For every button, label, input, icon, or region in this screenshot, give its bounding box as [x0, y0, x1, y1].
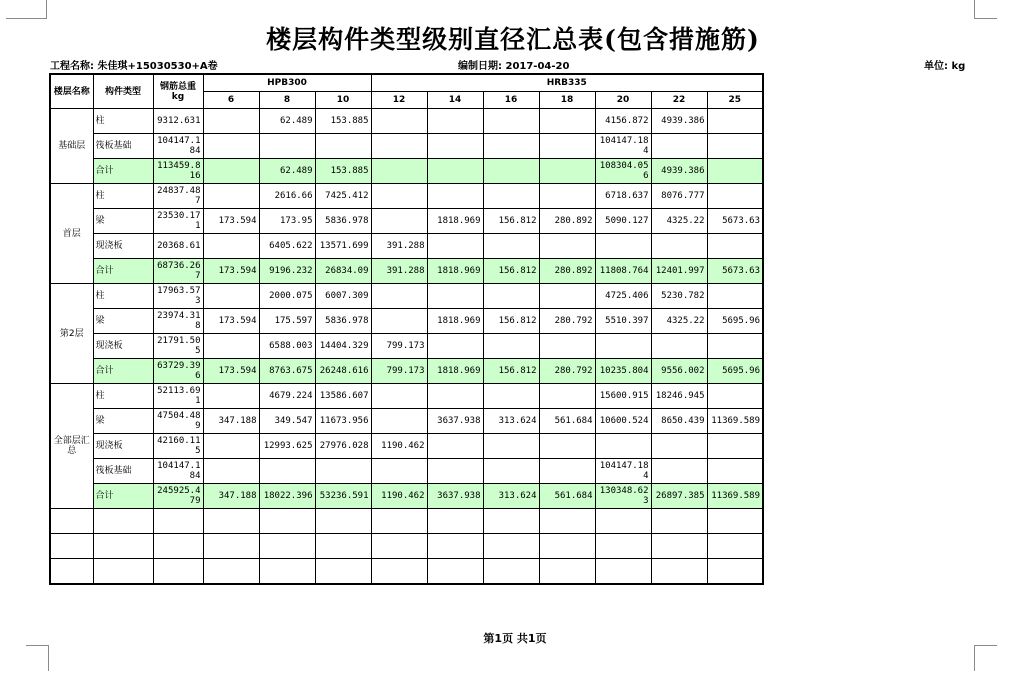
weight-cell — [203, 134, 259, 159]
header-diameter: 18 — [539, 92, 595, 109]
weight-cell — [483, 234, 539, 259]
weight-cell: 799.173 — [371, 334, 427, 359]
subtotal-row — [50, 359, 763, 384]
empty-cell — [707, 509, 763, 534]
weight-cell: 4679.224 — [259, 384, 315, 409]
empty-cell — [483, 509, 539, 534]
component-type-cell: 筏板基础 — [93, 459, 153, 484]
weight-cell: 1818.969 — [427, 309, 483, 334]
total-weight-cell: 42160.115 — [153, 434, 203, 459]
empty-cell — [651, 559, 707, 585]
weight-cell: 5230.782 — [651, 284, 707, 309]
weight-cell: 3637.938 — [427, 484, 483, 509]
weight-cell: 10600.524 — [595, 409, 651, 434]
empty-cell — [315, 559, 371, 585]
total-weight-cell: 47504.489 — [153, 409, 203, 434]
weight-cell: 4325.22 — [651, 209, 707, 234]
component-type-cell: 梁 — [93, 309, 153, 334]
weight-cell: 1818.969 — [427, 259, 483, 284]
table-row — [50, 234, 763, 259]
table-row — [50, 409, 763, 434]
weight-cell: 561.684 — [539, 484, 595, 509]
weight-cell: 14404.329 — [315, 334, 371, 359]
weight-cell: 26897.385 — [651, 484, 707, 509]
weight-cell — [371, 159, 427, 184]
weight-cell: 3637.938 — [427, 409, 483, 434]
weight-cell: 11673.956 — [315, 409, 371, 434]
weight-cell: 391.288 — [371, 259, 427, 284]
weight-cell: 10235.804 — [595, 359, 651, 384]
weight-cell — [371, 409, 427, 434]
weight-cell: 280.892 — [539, 259, 595, 284]
empty-cell — [651, 509, 707, 534]
weight-cell: 7425.412 — [315, 184, 371, 209]
weight-cell: 156.812 — [483, 209, 539, 234]
weight-cell — [483, 434, 539, 459]
empty-cell — [707, 559, 763, 585]
weight-cell — [371, 134, 427, 159]
weight-cell: 26834.09 — [315, 259, 371, 284]
weight-cell — [371, 384, 427, 409]
weight-cell: 5836.978 — [315, 309, 371, 334]
weight-cell — [651, 134, 707, 159]
weight-cell: 62.489 — [259, 109, 315, 134]
weight-cell — [427, 284, 483, 309]
subtotal-row — [50, 484, 763, 509]
empty-cell — [259, 534, 315, 559]
empty-cell — [651, 534, 707, 559]
empty-cell — [93, 534, 153, 559]
total-weight-cell: 23530.171 — [153, 209, 203, 234]
weight-cell — [539, 334, 595, 359]
weight-cell: 13586.607 — [315, 384, 371, 409]
empty-cell — [595, 509, 651, 534]
weight-cell — [651, 334, 707, 359]
weight-cell: 130348.623 — [595, 484, 651, 509]
page-title: 楼层构件类型级别直径汇总表(包含措施筋) — [266, 25, 760, 54]
empty-cell — [427, 534, 483, 559]
header-diameter: 22 — [651, 92, 707, 109]
weight-cell: 280.792 — [539, 359, 595, 384]
weight-cell — [203, 434, 259, 459]
weight-cell — [483, 184, 539, 209]
weight-cell — [651, 434, 707, 459]
empty-cell — [315, 534, 371, 559]
weight-cell — [707, 234, 763, 259]
weight-cell: 8650.439 — [651, 409, 707, 434]
weight-cell — [707, 159, 763, 184]
subtotal-row — [50, 259, 763, 284]
component-type-cell: 柱 — [93, 284, 153, 309]
weight-cell — [651, 459, 707, 484]
weight-cell — [707, 109, 763, 134]
weight-cell: 5695.96 — [707, 309, 763, 334]
weight-cell: 313.624 — [483, 484, 539, 509]
weight-cell: 280.892 — [539, 209, 595, 234]
empty-row — [50, 509, 763, 534]
weight-cell: 53236.591 — [315, 484, 371, 509]
empty-cell — [539, 559, 595, 585]
weight-cell — [371, 184, 427, 209]
weight-cell: 391.288 — [371, 234, 427, 259]
table-row — [50, 284, 763, 309]
weight-cell — [203, 184, 259, 209]
weight-cell — [427, 384, 483, 409]
weight-cell: 799.173 — [371, 359, 427, 384]
header-total: 钢筋总重kg — [153, 74, 203, 109]
header-diameter: 25 — [707, 92, 763, 109]
weight-cell — [539, 284, 595, 309]
weight-cell: 18246.945 — [651, 384, 707, 409]
weight-cell: 173.594 — [203, 259, 259, 284]
header-diameter: 14 — [427, 92, 483, 109]
empty-cell — [595, 534, 651, 559]
empty-cell — [595, 559, 651, 585]
weight-cell — [203, 334, 259, 359]
empty-cell — [427, 559, 483, 585]
crop-mark-bottom-left — [26, 645, 49, 671]
summary-table — [49, 73, 764, 585]
header-grade-hrb335: HRB335 — [371, 74, 763, 92]
component-type-cell: 合计 — [93, 359, 153, 384]
weight-cell — [427, 159, 483, 184]
component-type-cell: 合计 — [93, 259, 153, 284]
weight-cell — [483, 159, 539, 184]
weight-cell — [483, 384, 539, 409]
weight-cell — [539, 459, 595, 484]
header-diameter: 20 — [595, 92, 651, 109]
total-weight-cell: 23974.318 — [153, 309, 203, 334]
weight-cell: 173.594 — [203, 309, 259, 334]
total-weight-cell: 20368.61 — [153, 234, 203, 259]
empty-cell — [707, 534, 763, 559]
weight-cell — [483, 284, 539, 309]
weight-cell — [707, 134, 763, 159]
weight-cell: 1818.969 — [427, 209, 483, 234]
total-weight-cell: 104147.184 — [153, 134, 203, 159]
weight-cell: 5090.127 — [595, 209, 651, 234]
weight-cell: 1818.969 — [427, 359, 483, 384]
table-row — [50, 384, 763, 409]
weight-cell — [707, 184, 763, 209]
floor-name-cell: 首层 — [50, 184, 93, 284]
total-weight-cell: 68736.267 — [153, 259, 203, 284]
weight-cell — [371, 284, 427, 309]
weight-cell: 4725.406 — [595, 284, 651, 309]
table-row — [50, 209, 763, 234]
crop-mark-top-right — [974, 0, 997, 19]
weight-cell: 104147.184 — [595, 459, 651, 484]
weight-cell — [427, 109, 483, 134]
component-type-cell: 合计 — [93, 159, 153, 184]
weight-cell: 11369.589 — [707, 484, 763, 509]
weight-cell: 156.812 — [483, 259, 539, 284]
weight-cell — [371, 309, 427, 334]
floor-name-cell: 全部层汇总 — [50, 384, 93, 509]
total-weight-cell: 104147.184 — [153, 459, 203, 484]
weight-cell: 5510.397 — [595, 309, 651, 334]
total-weight-cell: 21791.505 — [153, 334, 203, 359]
header-diameter: 10 — [315, 92, 371, 109]
weight-cell: 349.547 — [259, 409, 315, 434]
table-row — [50, 134, 763, 159]
header-type: 构件类型 — [93, 74, 153, 109]
unit-label: 单位: kg — [924, 61, 966, 72]
weight-cell: 27976.028 — [315, 434, 371, 459]
weight-cell — [651, 234, 707, 259]
page-number: 第1页 共1页 — [483, 632, 547, 645]
weight-cell: 1190.462 — [371, 434, 427, 459]
weight-cell: 173.594 — [203, 359, 259, 384]
empty-cell — [153, 509, 203, 534]
total-weight-cell: 52113.691 — [153, 384, 203, 409]
weight-cell — [203, 159, 259, 184]
weight-cell — [595, 434, 651, 459]
weight-cell — [427, 234, 483, 259]
weight-cell — [483, 334, 539, 359]
weight-cell: 15600.915 — [595, 384, 651, 409]
weight-cell: 6007.309 — [315, 284, 371, 309]
weight-cell — [595, 234, 651, 259]
weight-cell: 4156.872 — [595, 109, 651, 134]
weight-cell — [427, 134, 483, 159]
weight-cell: 280.792 — [539, 309, 595, 334]
empty-cell — [50, 534, 93, 559]
weight-cell: 8076.777 — [651, 184, 707, 209]
weight-cell: 156.812 — [483, 359, 539, 384]
empty-cell — [371, 559, 427, 585]
weight-cell — [539, 234, 595, 259]
weight-cell: 2000.075 — [259, 284, 315, 309]
weight-cell: 12401.997 — [651, 259, 707, 284]
total-weight-cell: 245925.479 — [153, 484, 203, 509]
weight-cell — [371, 109, 427, 134]
weight-cell — [539, 184, 595, 209]
empty-cell — [259, 509, 315, 534]
weight-cell — [539, 109, 595, 134]
weight-cell — [315, 459, 371, 484]
table-row — [50, 459, 763, 484]
component-type-cell: 柱 — [93, 384, 153, 409]
header-diameter: 8 — [259, 92, 315, 109]
weight-cell: 5673.63 — [707, 259, 763, 284]
empty-cell — [483, 534, 539, 559]
weight-cell: 13571.699 — [315, 234, 371, 259]
table-row — [50, 334, 763, 359]
weight-cell: 1190.462 — [371, 484, 427, 509]
weight-cell — [371, 209, 427, 234]
weight-cell: 561.684 — [539, 409, 595, 434]
weight-cell: 6588.003 — [259, 334, 315, 359]
weight-cell: 4939.386 — [651, 159, 707, 184]
weight-cell: 104147.184 — [595, 134, 651, 159]
header-diameter: 16 — [483, 92, 539, 109]
table-row — [50, 109, 763, 134]
weight-cell: 8763.675 — [259, 359, 315, 384]
weight-cell — [539, 134, 595, 159]
total-weight-cell: 9312.631 — [153, 109, 203, 134]
weight-cell — [427, 434, 483, 459]
weight-cell: 18022.396 — [259, 484, 315, 509]
weight-cell: 347.188 — [203, 484, 259, 509]
weight-cell: 9556.002 — [651, 359, 707, 384]
component-type-cell: 现浇板 — [93, 434, 153, 459]
total-weight-cell: 113459.816 — [153, 159, 203, 184]
floor-name-cell: 第2层 — [50, 284, 93, 384]
project-name: 工程名称: 朱佳琪+15030530+A卷 — [50, 61, 218, 72]
weight-cell: 347.188 — [203, 409, 259, 434]
empty-cell — [153, 534, 203, 559]
weight-cell — [371, 459, 427, 484]
empty-cell — [93, 509, 153, 534]
weight-cell: 173.594 — [203, 209, 259, 234]
weight-cell: 12993.625 — [259, 434, 315, 459]
header-diameter: 6 — [203, 92, 259, 109]
weight-cell: 26248.616 — [315, 359, 371, 384]
weight-cell — [483, 134, 539, 159]
weight-cell — [595, 334, 651, 359]
weight-cell — [707, 459, 763, 484]
weight-cell: 62.489 — [259, 159, 315, 184]
weight-cell: 2616.66 — [259, 184, 315, 209]
weight-cell — [539, 384, 595, 409]
component-type-cell: 梁 — [93, 409, 153, 434]
weight-cell: 6718.637 — [595, 184, 651, 209]
weight-cell — [203, 234, 259, 259]
weight-cell — [203, 459, 259, 484]
weight-cell: 313.624 — [483, 409, 539, 434]
weight-cell: 153.885 — [315, 159, 371, 184]
weight-cell: 108304.056 — [595, 159, 651, 184]
weight-cell — [707, 384, 763, 409]
empty-cell — [50, 509, 93, 534]
component-type-cell: 柱 — [93, 109, 153, 134]
header-floor: 楼层名称 — [50, 74, 93, 109]
weight-cell — [427, 459, 483, 484]
weight-cell: 5673.63 — [707, 209, 763, 234]
weight-cell: 6405.622 — [259, 234, 315, 259]
weight-cell: 5836.978 — [315, 209, 371, 234]
empty-cell — [427, 509, 483, 534]
empty-cell — [93, 559, 153, 585]
weight-cell: 4939.386 — [651, 109, 707, 134]
empty-cell — [371, 509, 427, 534]
empty-cell — [203, 559, 259, 585]
weight-cell — [203, 109, 259, 134]
subtotal-row — [50, 159, 763, 184]
header-diameter: 12 — [371, 92, 427, 109]
floor-name-cell: 基础层 — [50, 109, 93, 184]
empty-cell — [259, 559, 315, 585]
table-row — [50, 309, 763, 334]
weight-cell — [315, 134, 371, 159]
weight-cell: 153.885 — [315, 109, 371, 134]
weight-cell — [707, 334, 763, 359]
empty-cell — [483, 559, 539, 585]
component-type-cell: 合计 — [93, 484, 153, 509]
empty-cell — [203, 534, 259, 559]
header-grade-hpb300: HPB300 — [203, 74, 371, 92]
total-weight-cell: 17963.573 — [153, 284, 203, 309]
weight-cell: 11808.764 — [595, 259, 651, 284]
weight-cell — [483, 459, 539, 484]
table-row — [50, 184, 763, 209]
weight-cell — [259, 134, 315, 159]
component-type-cell: 柱 — [93, 184, 153, 209]
total-weight-cell: 24837.487 — [153, 184, 203, 209]
empty-cell — [539, 534, 595, 559]
weight-cell: 5695.96 — [707, 359, 763, 384]
component-type-cell: 现浇板 — [93, 234, 153, 259]
weight-cell — [427, 334, 483, 359]
empty-cell — [315, 509, 371, 534]
weight-cell — [483, 109, 539, 134]
weight-cell: 4325.22 — [651, 309, 707, 334]
component-type-cell: 梁 — [93, 209, 153, 234]
weight-cell — [203, 384, 259, 409]
empty-cell — [371, 534, 427, 559]
weight-cell: 156.812 — [483, 309, 539, 334]
empty-cell — [153, 559, 203, 585]
component-type-cell: 筏板基础 — [93, 134, 153, 159]
compile-date: 编制日期: 2017-04-20 — [458, 61, 570, 72]
empty-row — [50, 534, 763, 559]
weight-cell: 9196.232 — [259, 259, 315, 284]
weight-cell — [203, 284, 259, 309]
weight-cell — [259, 459, 315, 484]
weight-cell — [707, 434, 763, 459]
weight-cell — [539, 159, 595, 184]
weight-cell — [427, 184, 483, 209]
empty-cell — [203, 509, 259, 534]
component-type-cell: 现浇板 — [93, 334, 153, 359]
empty-cell — [539, 509, 595, 534]
weight-cell — [539, 434, 595, 459]
weight-cell: 175.597 — [259, 309, 315, 334]
empty-row — [50, 559, 763, 585]
total-weight-cell: 63729.396 — [153, 359, 203, 384]
weight-cell: 11369.589 — [707, 409, 763, 434]
crop-mark-bottom-right — [974, 645, 997, 671]
crop-mark-top-left — [6, 0, 47, 19]
table-row — [50, 434, 763, 459]
weight-cell: 173.95 — [259, 209, 315, 234]
empty-cell — [50, 559, 93, 585]
weight-cell — [707, 284, 763, 309]
